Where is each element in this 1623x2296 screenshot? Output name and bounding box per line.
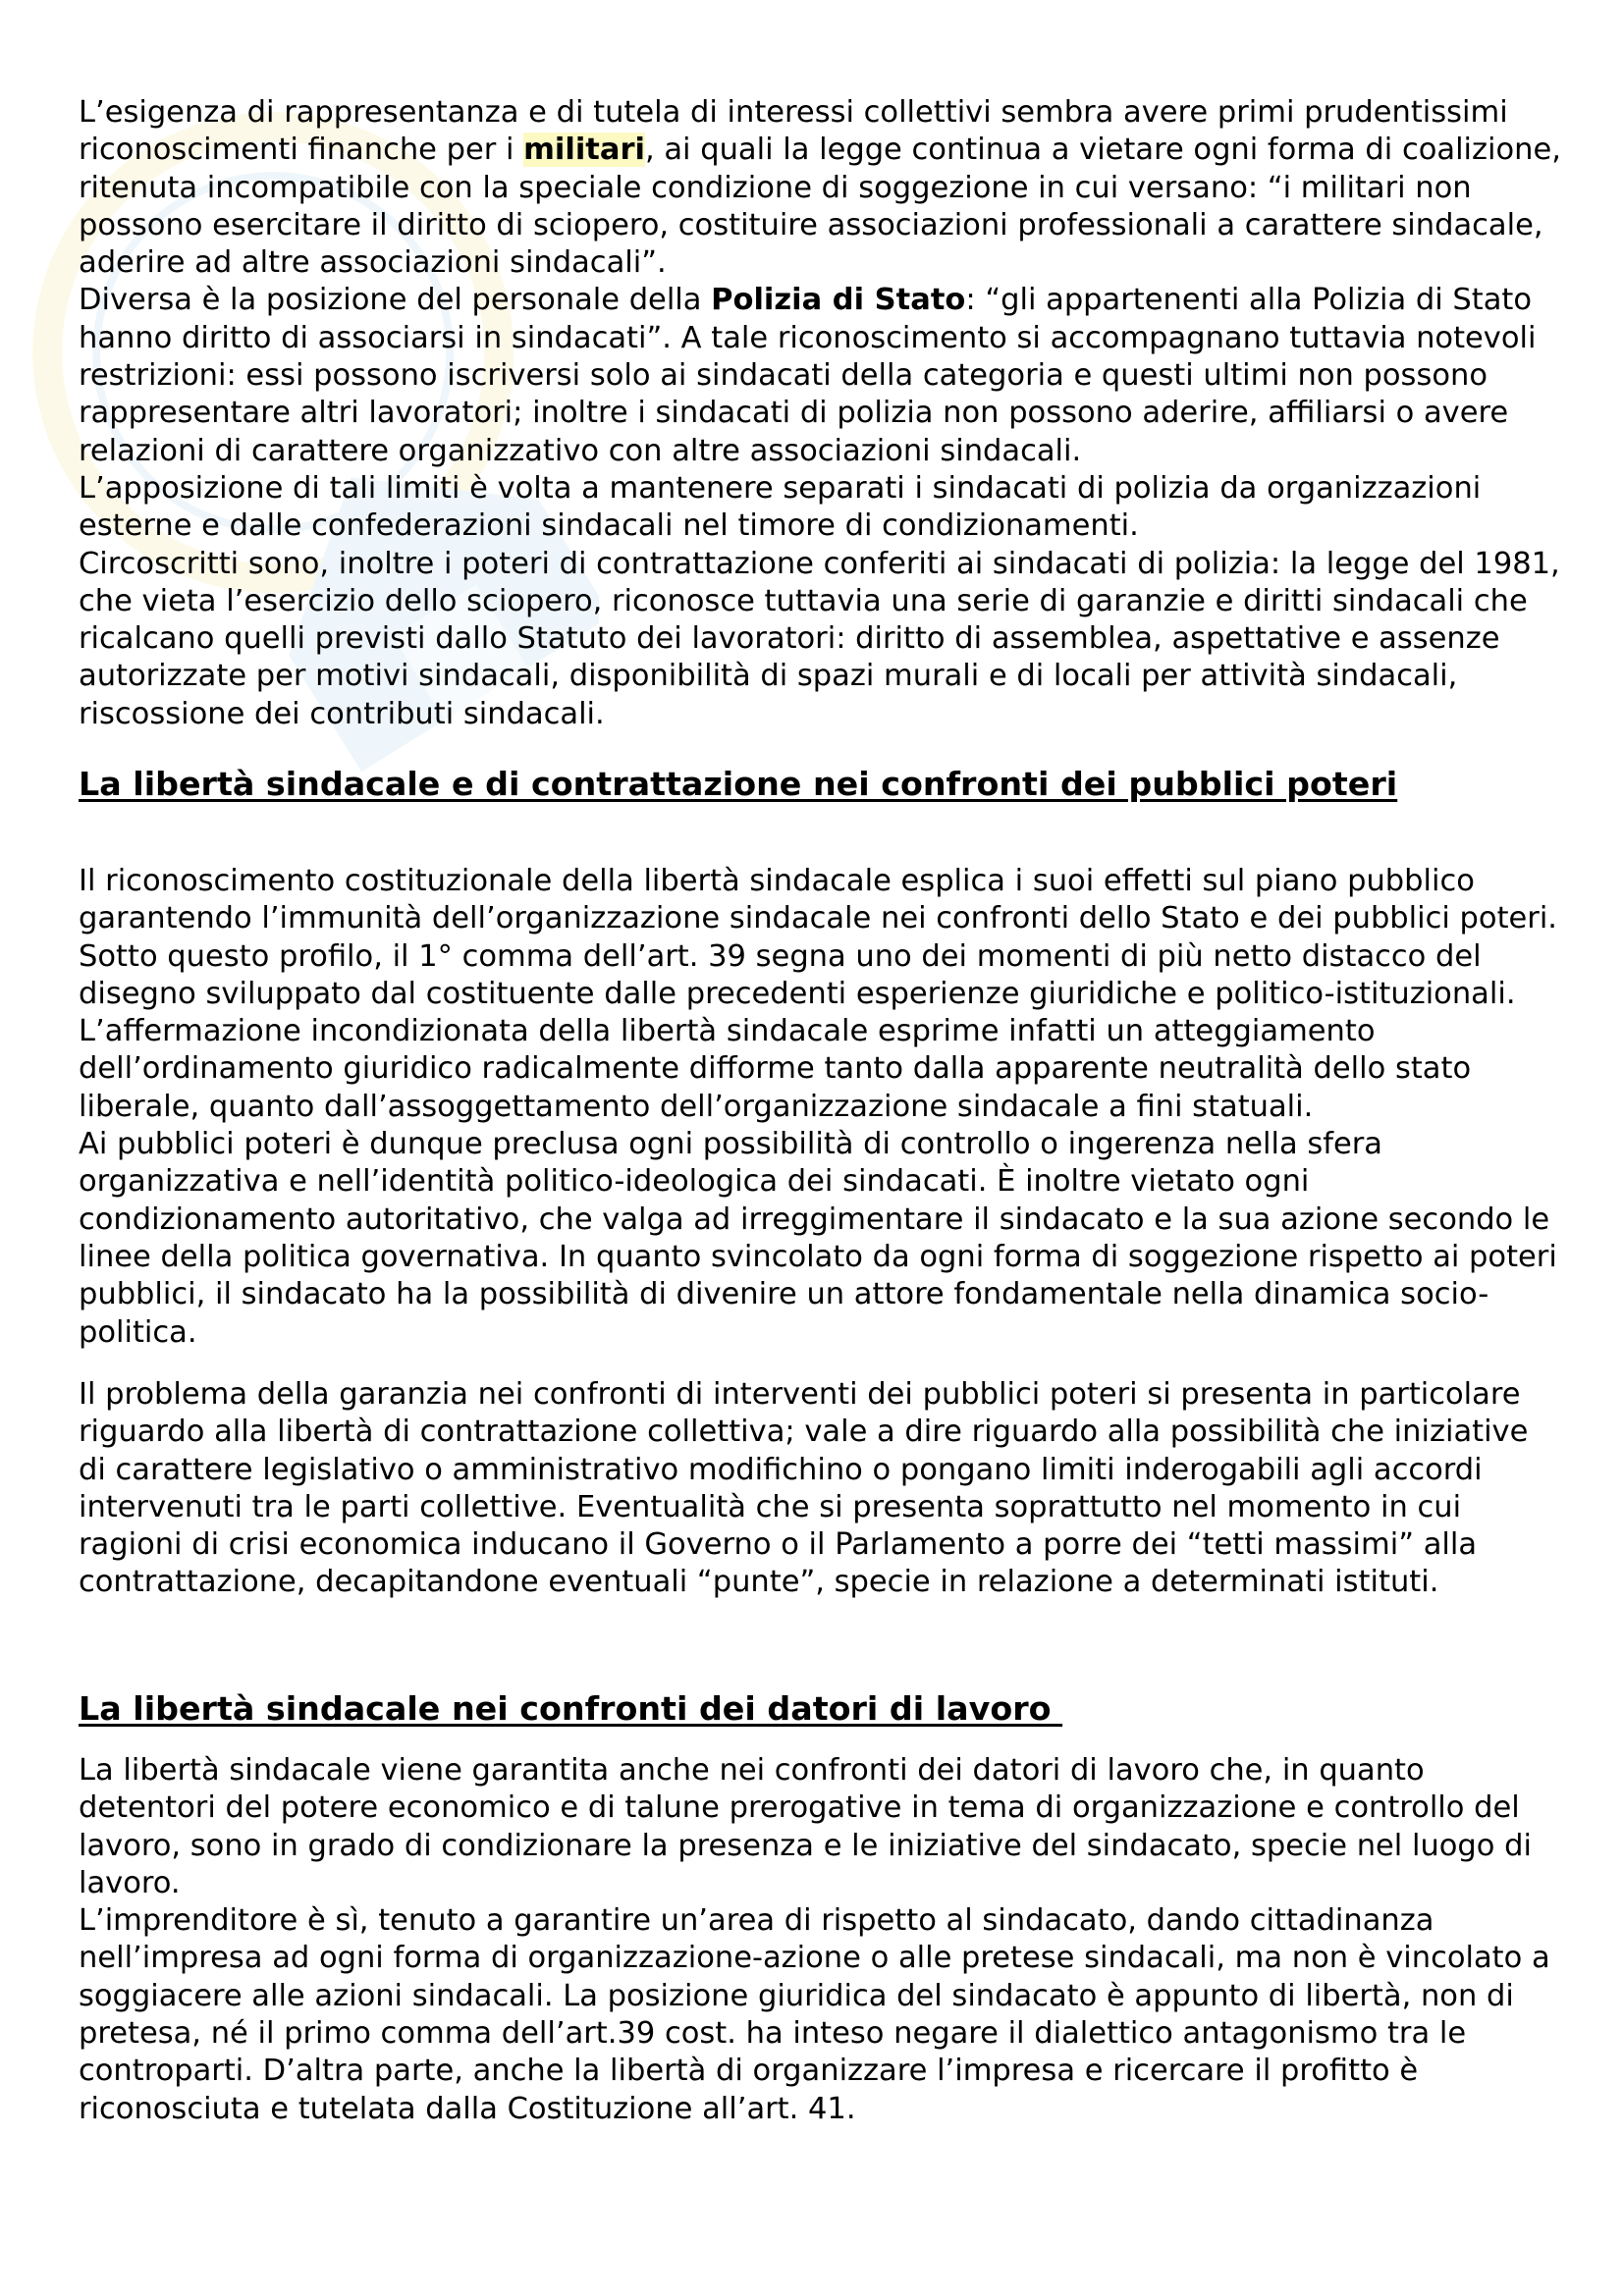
text-line	[79, 132, 1561, 169]
paragraph-military-police	[79, 94, 1561, 733]
text-line: ritenuta incompatibile con la speciale condizione di soggezione in cui versano: “i militari non	[79, 170, 1472, 205]
text-line: L’affermazione incondizionata della libertà sindacale esprime infatti un atteggiamento	[79, 1014, 1376, 1049]
text-line: ragioni di crisi economica inducano il Governo o il Parlamento a porre dei “tetti massimi” alla	[79, 1527, 1478, 1563]
text-line: disegno sviluppato dal costituente dalle precedenti esperienze giuridiche e politico-istituzionali.	[79, 976, 1516, 1011]
text-line: di carattere legislativo o amministrativo modifichino o pongano limiti inderogabili agli accordi	[79, 1452, 1483, 1487]
text-line: L’imprenditore è sì, tenuto a garantire un’area di rispetto al sindacato, dando cittadinanza	[79, 1903, 1434, 1939]
text-line: relazioni di carattere organizzativo con altre associazioni sindacali.	[79, 433, 1082, 468]
text-line: Ai pubblici poteri è dunque preclusa ogni possibilità di controllo o ingerenza nella sfera	[79, 1127, 1382, 1162]
text-line: ricalcano quelli previsti dallo Statuto dei lavoratori: diritto di assemblea, aspettative e assenze	[79, 621, 1500, 657]
text-segment: : “gli appartenenti alla Polizia di Stato	[965, 283, 1533, 318]
text-line: condizionamento autoritativo, che valga ad irreggimentare il sindacato e la sua azione secondo le	[79, 1201, 1550, 1237]
text-line: lavoro, sono in grado di condizionare la presenza e le iniziative del sindacato, specie nel luogo di	[79, 1828, 1532, 1863]
text-line: riscossione dei contributi sindacali.	[79, 696, 605, 731]
text-line: Il problema della garanzia nei confronti di interventi dei pubblici poteri si presenta in particolare	[79, 1377, 1521, 1412]
text-segment: riconoscimenti finanche per i	[79, 133, 524, 168]
paragraph-constitutional-recognition	[79, 863, 1557, 1352]
text-line: restrizioni: essi possono iscriversi solo ai sindacati della categoria e questi ultimi non possono	[79, 358, 1488, 394]
bold-term: Polizia di Stato	[711, 283, 966, 318]
text-line: organizzativa e nell’identità politico-ideologica dei sindacati. È inoltre vietato ogni	[79, 1164, 1310, 1200]
text-line: pubblici, il sindacato ha la possibilità di divenire un attore fondamentale nella dinamica socio-	[79, 1277, 1489, 1312]
highlighted-term: militari	[523, 133, 645, 168]
text-line: lavoro.	[79, 1865, 181, 1900]
paragraph-collective-bargaining-guarantee	[79, 1376, 1528, 1602]
text-line: La libertà sindacale viene garantita anche nei confronti dei datori di lavoro che, in quanto	[79, 1753, 1425, 1788]
text-line: liberale, quanto dall’assoggettamento dell’organizzazione sindacale a fini statuali.	[79, 1089, 1314, 1124]
section-heading-employers: La libertà sindacale nei confronti dei datori di lavoro	[79, 1689, 1063, 1728]
text-line: soggiacere alle azioni sindacali. La posizione giuridica del sindacato è appunto di libertà, non di	[79, 1978, 1514, 2013]
text-line: L’esigenza di rappresentanza e di tutela di interessi collettivi sembra avere primi prudentissimi	[79, 95, 1508, 130]
text-line: detentori del potere economico e di talune prerogative in tema di organizzazione e controllo del	[79, 1790, 1520, 1826]
text-line: rappresentare altri lavoratori; inoltre i sindacati di polizia non possono aderire, affiliarsi o avere	[79, 396, 1509, 431]
text-line: L’apposizione di tali limiti è volta a mantenere separati i sindacati di polizia da organizzazioni	[79, 470, 1482, 506]
text-line: hanno diritto di associarsi in sindacati”. A tale riconoscimento si accompagnano tuttavia notevoli	[79, 320, 1537, 355]
text-line: Il riconoscimento costituzionale della libertà sindacale esplica i suoi effetti sul piano pubblico	[79, 864, 1475, 898]
text-line: possono esercitare il diritto di sciopero, costituire associazioni professionali a carattere sindacale,	[79, 207, 1543, 242]
text-line: autorizzate per motivi sindacali, disponibilità di spazi murali e di locali per attività sindacali,	[79, 659, 1458, 694]
text-line: Circoscritti sono, inoltre i poteri di contrattazione conferiti ai sindacati di polizia: la legge del 1981,	[79, 546, 1560, 581]
text-line: dell’ordinamento giuridico radicalmente difforme tanto dalla apparente neutralità dello stato	[79, 1051, 1472, 1087]
paragraph-employers-freedom	[79, 1752, 1550, 2128]
text-line: riguardo alla libertà di contrattazione collettiva; vale a dire riguardo alla possibilità che iniziative	[79, 1415, 1529, 1450]
section-heading-public-powers: La libertà sindacale e di contrattazione nei confronti dei pubblici poteri	[79, 765, 1398, 803]
text-line: garantendo l’immunità dell’organizzazione sindacale nei confronti dello Stato e dei pubblici poteri.	[79, 901, 1557, 936]
text-line: Sotto questo profilo, il 1° comma dell’art. 39 segna uno dei momenti di più netto distacco del	[79, 938, 1482, 974]
text-line: contrattazione, decapitandone eventuali “punte”, specie in relazione a determinati istituti.	[79, 1565, 1439, 1600]
text-line: esterne e dalle confederazioni sindacali nel timore di condizionamenti.	[79, 508, 1139, 544]
text-segment: Diversa è la posizione del personale della	[79, 283, 712, 318]
text-line: riconosciuta e tutelata dalla Costituzione all’art. 41.	[79, 2091, 856, 2126]
text-line: che vieta l’esercizio dello sciopero, riconosce tuttavia una serie di garanzie e diritti sindacali che	[79, 583, 1528, 618]
text-line: politica.	[79, 1314, 197, 1350]
text-line	[79, 282, 1561, 319]
text-line: controparti. D’altra parte, anche la libertà di organizzare l’impresa e ricercare il profitto è	[79, 2054, 1419, 2089]
text-line: intervenuti tra le parti collettive. Eventualità che si presenta soprattutto nel momento in cui	[79, 1489, 1462, 1524]
text-line: aderire ad altre associazioni sindacali”.	[79, 245, 667, 281]
text-line: pretesa, né il primo comma dell’art.39 cost. ha inteso negare il dialettico antagonismo tra le	[79, 2016, 1467, 2052]
text-segment: , ai quali la legge continua a vietare ogni forma di coalizione,	[644, 133, 1561, 168]
text-line: linee della politica governativa. In quanto svincolato da ogni forma di soggezione rispetto ai poteri	[79, 1239, 1557, 1274]
text-line: nell’impresa ad ogni forma di organizzazione-azione o alle pretese sindacali, ma non è vincolato a	[79, 1941, 1550, 1976]
